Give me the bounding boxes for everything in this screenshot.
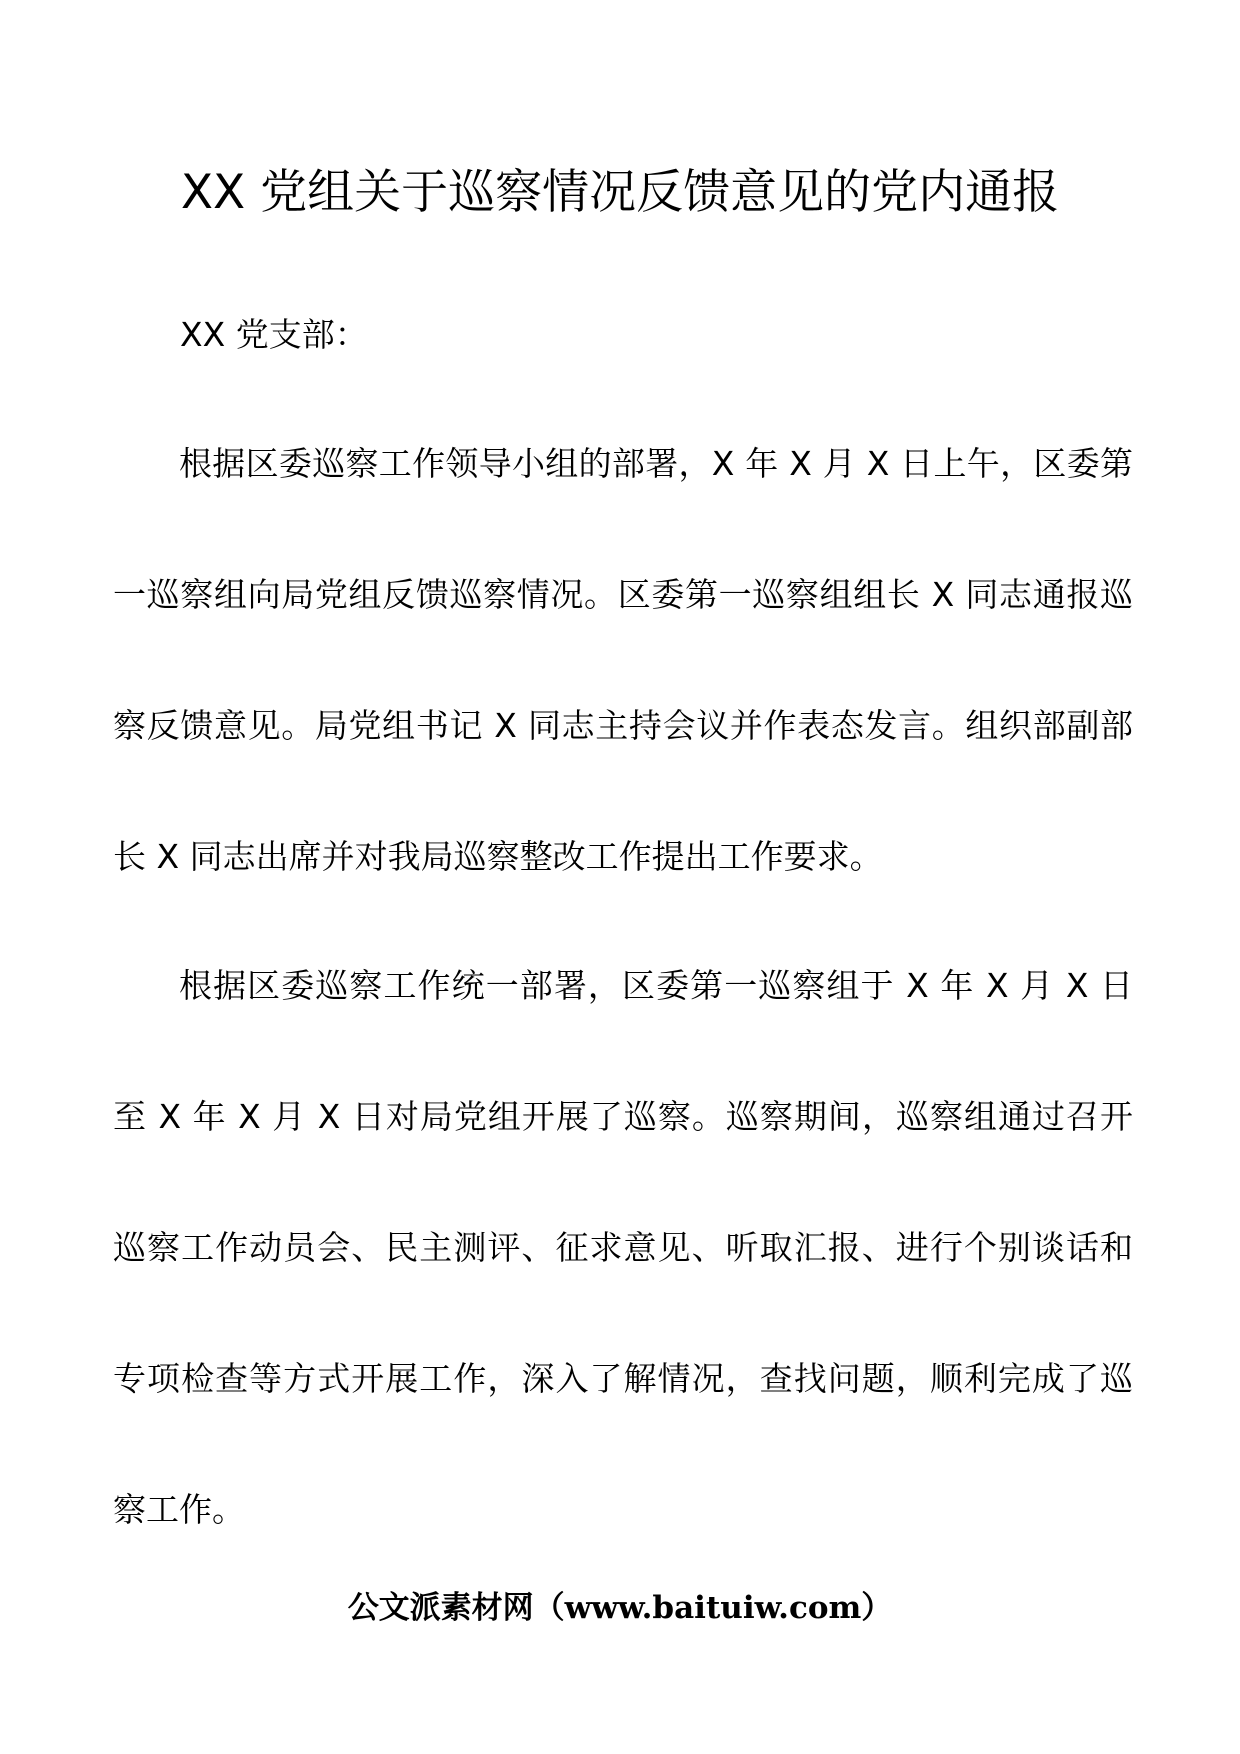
paragraph-2: 根据区委巡察工作统一部署，区委第一巡察组于 X 年 X 月 X 日至 X 年 X 月 X 日对局党组开展了巡察。巡察期间，巡察组通过召开巡察工作动员会、民主测评、征求意见、听取汇报、进行个别谈话和专项检查等方式开展工作，深入了解情况，查找问题，顺利完成了巡察工作。 (113, 966, 1133, 1529)
salutation: XX 党支部： (180, 315, 368, 354)
paragraph-1: 根据区委巡察工作领导小组的部署，X 年 X 月 X 日上午，区委第一巡察组向局党组反馈巡察情况。区委第一巡察组组长 X 同志通报巡察反馈意见。局党组书记 X 同志主持会议并作表态发言。组织部副部长 X 同志出席并对我局巡察整改工作提出工作要求。 (113, 444, 1133, 876)
document-title: XX 党组关于巡察情况反馈意见的党内通报 (180, 165, 1060, 220)
footer-watermark: 公文派素材网（www.baituiw.com） (347, 1590, 893, 1626)
